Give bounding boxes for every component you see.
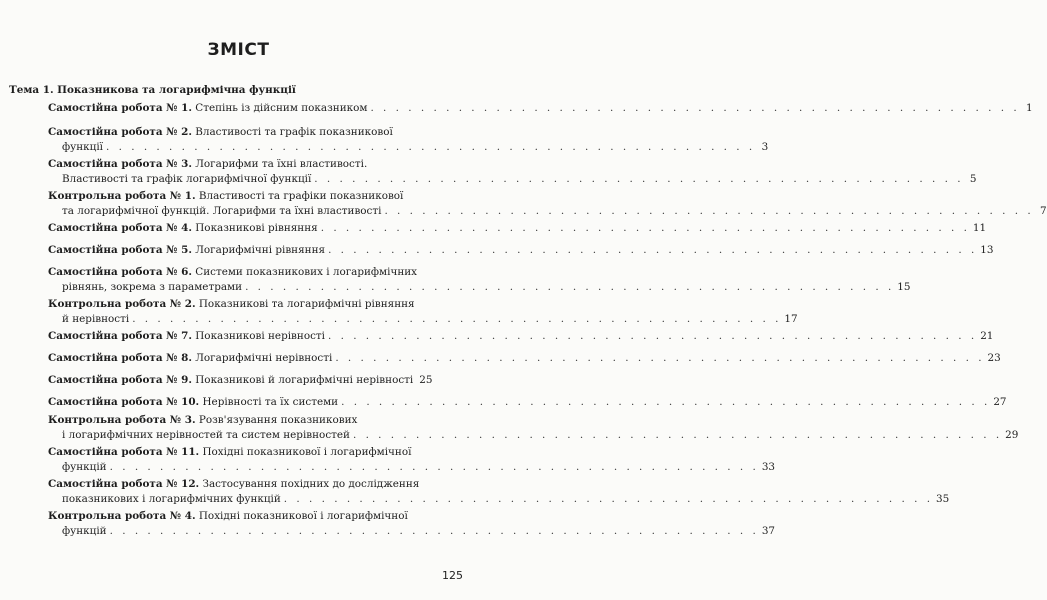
toc-entry-text xyxy=(48,243,325,258)
toc-entry-text xyxy=(48,265,417,280)
toc-entry-title: рівнянь, зокрема з параметрами xyxy=(62,281,243,293)
toc-page-number: 5 xyxy=(969,173,977,185)
toc-page-number: 21 xyxy=(980,330,994,342)
dot-leader: . . . . . . . . . . . . . . . . . . . . . . . . . . . . . . . . . . . . . . . . . . . . . . . . . . . . xyxy=(370,102,1020,114)
toc-entry-text xyxy=(48,509,408,524)
page-number: 125 xyxy=(442,569,463,582)
toc-entry-line xyxy=(48,312,798,327)
dot-leader: . . . . . . . . . . . . . . . . . . . . . . . . . . . . . . . . . . . . . . . . . . . . . . . . . . . . xyxy=(327,330,978,342)
toc-entry[interactable] xyxy=(48,125,769,155)
toc-entry-title: Властивості та графіки показникової xyxy=(198,190,404,202)
toc-entry[interactable] xyxy=(48,477,950,507)
toc-page-number: 15 xyxy=(897,281,911,293)
toc-entry-title: Похідні показникової і логарифмічної xyxy=(202,446,412,458)
toc-entry-text xyxy=(48,373,413,388)
toc-entry-text xyxy=(48,221,318,236)
work-label: Контрольна робота № 3. xyxy=(48,414,196,426)
toc-entry-title: Властивості та графік логарифмічної функції xyxy=(62,173,312,185)
dot-leader: . . . . . . . . . . . . . . . . . . . . . . . . . . . . . . . . . . . . . . . . . . . . . . . . . . . . xyxy=(320,222,970,234)
toc-entry-text xyxy=(48,101,367,116)
toc-entry-line xyxy=(48,297,432,312)
toc-page-number: 3 xyxy=(761,141,769,153)
work-label: Самостійна робота № 10. xyxy=(48,396,200,408)
toc-entry-text xyxy=(48,413,357,428)
toc-entry-text xyxy=(62,524,107,539)
toc-entry-text xyxy=(48,477,419,492)
work-label: Самостійна робота № 7. xyxy=(48,330,192,342)
work-label: Самостійна робота № 12. xyxy=(48,478,200,490)
toc-page-number: 13 xyxy=(980,244,994,256)
toc-entry-text xyxy=(62,280,242,295)
toc-entry-line xyxy=(48,477,432,492)
toc-entry-title: Показникові й логарифмічні нерівності xyxy=(195,374,414,386)
toc-entry-text xyxy=(48,395,338,410)
toc-entry-line xyxy=(48,125,432,140)
toc-entry-text xyxy=(62,172,311,187)
toc-entry-title: функцій xyxy=(62,461,107,473)
toc-entry-title: та логарифмічної функцій. Логарифми та їхні властивості xyxy=(62,205,382,217)
toc-entry[interactable] xyxy=(48,373,432,388)
dot-leader: . . . . . . . . . . . . . . . . . . . . . . . . . . . . . . . . . . . . . . . . . . . . . . . . . . . . xyxy=(109,525,759,537)
toc-page-number: 27 xyxy=(993,396,1007,408)
toc-entry-text xyxy=(62,492,281,507)
toc-entry-title: Системи показникових і логарифмічних xyxy=(195,266,418,278)
page-title: ЗМІСТ xyxy=(207,40,270,60)
work-label: Самостійна робота № 5. xyxy=(48,244,192,256)
dot-leader: . . . . . . . . . . . . . . . . . . . . . . . . . . . . . . . . . . . . . . . . . . . . . . . . . . . . xyxy=(245,281,895,293)
dot-leader: . . . . . . . . . . . . . . . . . . . . . . . . . . . . . . . . . . . . . . . . . . . . . . . . . . . . xyxy=(328,244,978,256)
toc-entry-text xyxy=(62,460,107,475)
toc-entry-text xyxy=(48,445,411,460)
dot-leader: . . . . . . . . . . . . . . . . . . . . . . . . . . . . . . . . . . . . . . . . . . . . . . . . . . . . xyxy=(132,313,782,325)
work-label: Самостійна робота № 6. xyxy=(48,266,192,278)
work-label: Самостійна робота № 4. xyxy=(48,222,192,234)
toc-entry-text xyxy=(48,189,403,204)
toc-entry-line xyxy=(48,101,1033,116)
toc-entry-line xyxy=(48,351,1001,366)
toc-entry[interactable] xyxy=(48,351,1001,366)
dot-leader: . . . . . . . . . . . . . . . . . . . . . . . . . . . . . . . . . . . . . . . . . . . . . . . . . . . . xyxy=(341,396,991,408)
work-label: Самостійна робота № 8. xyxy=(48,352,192,364)
toc-entry-line xyxy=(48,492,950,507)
toc-entry[interactable] xyxy=(48,101,1033,116)
toc-entry-title: функції xyxy=(62,141,103,153)
work-label: Самостійна робота № 1. xyxy=(48,102,192,114)
toc-entry[interactable] xyxy=(48,221,987,236)
toc-entry-title: Властивості та графік показникової xyxy=(195,126,393,138)
toc-entry-title: Логарифми та їхні властивості. xyxy=(195,158,368,170)
toc-entry[interactable] xyxy=(48,445,776,475)
dot-leader: . . . . . . . . . . . . . . . . . . . . . . . . . . . . . . . . . . . . . . . . . . . . . . . . . . . . xyxy=(384,205,1034,217)
toc-entry-line xyxy=(48,373,432,388)
toc-page-number: 29 xyxy=(1005,429,1019,441)
toc-entry-text xyxy=(62,204,381,219)
toc-entry-title: і логарифмічних нерівностей та систем нерівностей xyxy=(62,429,350,441)
toc-entry-line xyxy=(48,413,432,428)
toc-entry-text xyxy=(48,297,415,312)
toc-entry-title: Показникові нерівності xyxy=(195,330,325,342)
toc-page-number: 17 xyxy=(784,313,798,325)
dot-leader: . . . . . . . . . . . . . . . . . . . . . . . . . . . . . . . . . . . . . . . . . . . . . . . . . . . . xyxy=(283,493,933,505)
toc-entry-text xyxy=(48,329,325,344)
toc-entry-line xyxy=(48,140,769,155)
dot-leader: . . . . . . . . . . . . . . . . . . . . . . . . . . . . . . . . . . . . . . . . . . . . . . . . . . . . xyxy=(109,461,759,473)
toc-entry-title: функцій xyxy=(62,525,107,537)
toc-entry-title: Розв'язування показникових xyxy=(198,414,358,426)
toc-entry-title: Логарифмічні рівняння xyxy=(195,244,326,256)
toc-entry-title: Нерівності та їх системи xyxy=(202,396,339,408)
work-label: Самостійна робота № 9. xyxy=(48,374,192,386)
toc-entry-line xyxy=(48,460,776,475)
work-label: Самостійна робота № 3. xyxy=(48,158,192,170)
toc-entry-line xyxy=(48,428,1019,443)
work-label: Контрольна робота № 4. xyxy=(48,510,196,522)
dot-leader: . . . . . . . . . . . . . . . . . . . . . . . . . . . . . . . . . . . . . . . . . . . . . . . . . . . . xyxy=(335,352,985,364)
toc-entry-line xyxy=(48,265,432,280)
toc-entry-title: показникових і логарифмічних функцій xyxy=(62,493,281,505)
toc-page-number: 1 xyxy=(1026,102,1033,114)
toc-entry-title: Степінь із дійсним показником xyxy=(195,102,368,114)
toc-entry-line xyxy=(48,204,1047,219)
work-label: Контрольна робота № 1. xyxy=(48,190,196,202)
toc-page-number: 37 xyxy=(761,525,776,537)
toc-page-number: 23 xyxy=(987,352,1001,364)
toc-entry-line xyxy=(48,445,432,460)
toc-page-number: 11 xyxy=(972,222,987,234)
toc-page-number: 7 xyxy=(1040,205,1047,217)
toc-entry-line xyxy=(48,172,977,187)
toc-entry-line xyxy=(48,157,432,172)
toc-entry-line xyxy=(48,221,987,236)
work-label: Контрольна робота № 2. xyxy=(48,298,196,310)
toc-entry[interactable] xyxy=(48,189,1047,219)
toc-entry-title: й нерівності xyxy=(62,313,130,325)
toc-entry-text xyxy=(48,157,367,172)
toc-entry-line xyxy=(48,524,776,539)
toc-page-number: 35 xyxy=(936,493,950,505)
toc-entry[interactable] xyxy=(48,329,994,344)
topic-heading: Тема 1. Показникова та логарифмічна функції xyxy=(9,84,296,96)
toc-entry[interactable] xyxy=(48,297,798,327)
toc-entry-line xyxy=(48,189,432,204)
toc-entry[interactable] xyxy=(48,413,1019,443)
toc-entry-text xyxy=(62,312,129,327)
toc-page-number: 25 xyxy=(419,374,433,386)
toc-entry-title: Похідні показникової і логарифмічної xyxy=(198,510,408,522)
dot-leader: . . . . . . . . . . . . . . . . . . . . . . . . . . . . . . . . . . . . . . . . . . . . . . . . . . . . xyxy=(106,141,756,153)
dot-leader: . . . . . . . . . . . . . . . . . . . . . . . . . . . . . . . . . . . . . . . . . . . . . . . . . . . . xyxy=(314,173,964,185)
toc-entry-line xyxy=(48,280,911,295)
toc-entry-text xyxy=(48,125,393,140)
toc-entry-line xyxy=(48,509,432,524)
toc-entry-line xyxy=(48,329,994,344)
toc-entry-text xyxy=(62,428,350,443)
toc-entry-text xyxy=(48,351,332,366)
toc-entry-title: Логарифмічні нерівності xyxy=(195,352,333,364)
dot-leader: . . . . . . . . . . . . . . . . . . . . . . . . . . . . . . . . . . . . . . . . . . . . . . . . . . . . xyxy=(352,429,1003,441)
toc-entry[interactable] xyxy=(48,243,994,258)
toc-entry-title: Застосування похідних до дослідження xyxy=(202,478,420,490)
toc-page-number: 33 xyxy=(761,461,776,473)
toc-entry-text xyxy=(62,140,103,155)
toc-entry-line xyxy=(48,243,994,258)
toc-entry-line xyxy=(48,395,1007,410)
work-label: Самостійна робота № 11. xyxy=(48,446,200,458)
work-label: Самостійна робота № 2. xyxy=(48,126,192,138)
toc-entry[interactable] xyxy=(48,157,977,187)
toc-entry[interactable] xyxy=(48,395,1007,410)
toc-entry-title: Показникові рівняння xyxy=(195,222,318,234)
toc-entry[interactable] xyxy=(48,265,911,295)
toc-entry-title: Показникові та логарифмічні рівняння xyxy=(198,298,415,310)
toc-entry[interactable] xyxy=(48,509,776,539)
